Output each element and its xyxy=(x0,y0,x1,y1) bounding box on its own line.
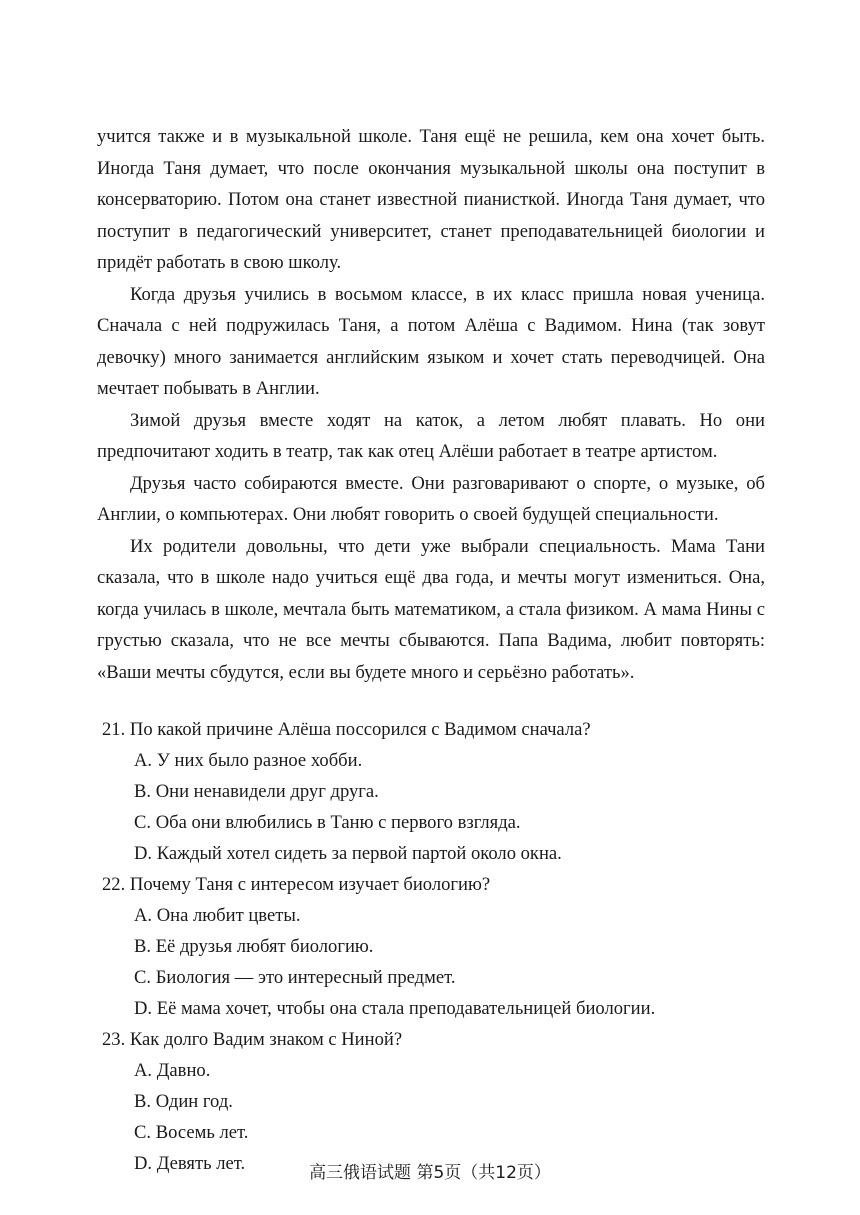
answer-option-d: D. Девять лет. xyxy=(134,1153,246,1174)
answer-option-d: D. Каждый хотел сидеть за первой партой около окна. xyxy=(134,843,562,864)
question-stem: 23. Как долго Вадим знаком с Ниной? xyxy=(102,1029,403,1050)
answer-option-c: C. Восемь лет. xyxy=(134,1122,249,1143)
question-stem: 21. По какой причине Алёша поссорился с Вадимом сначала? xyxy=(102,719,591,740)
answer-option-a: A. Она любит цветы. xyxy=(134,905,301,926)
question-list xyxy=(102,714,742,1179)
answer-option-b: B. Её друзья любят биологию. xyxy=(134,936,374,957)
answer-option-c: C. Биология — это интересный предмет. xyxy=(134,967,456,988)
page-footer: 高三俄语试题 第5页（共12页） xyxy=(309,1163,551,1183)
passage-paragraph-3: Зимой друзья вместе ходят на каток, а летом любят плавать. Но они предпочитают ходить в театр, так как отец Алёши работает в театре артистом. xyxy=(97,409,765,462)
answer-option-b: B. Один год. xyxy=(134,1091,233,1112)
question-22 xyxy=(102,869,742,1024)
answer-option-d: D. Её мама хочет, чтобы она стала преподавательницей биологии. xyxy=(134,998,656,1019)
passage-paragraph-5: Их родители довольны, что дети уже выбрали специальность. Мама Тани сказала, что в школе надо учиться ещё два года, и мечты могут измениться. Она, когда училась в школе, мечтала быть математиком, а стала физиком. А мама Нины с грустью сказала, что не все мечты сбываются. Папа Вадима, любит повторять: «Ваши мечты сбудутся, если вы будете много и серьёзно работать». xyxy=(97,535,765,683)
question-stem: 22. Почему Таня с интересом изучает биологию? xyxy=(102,874,491,895)
answer-option-a: A. У них было разное хобби. xyxy=(134,750,363,771)
reading-passage xyxy=(97,121,765,688)
question-23 xyxy=(102,1024,742,1179)
passage-paragraph-2: Когда друзья учились в восьмом классе, в их класс пришла новая ученица. Сначала с ней подружилась Таня, а потом Алёша с Вадимом. Нина (так зовут девочку) много занимается английским языком и хочет стать переводчицей. Она мечтает побывать в Англии. xyxy=(97,283,765,399)
passage-paragraph-4: Друзья часто собираются вместе. Они разговаривают о спорте, о музыке, об Англии, о компьютерах. Они любят говорить о своей будущей специальности. xyxy=(97,472,765,525)
question-21 xyxy=(102,714,742,869)
answer-option-a: A. Давно. xyxy=(134,1060,211,1081)
passage-paragraph-1: учится также и в музыкальной школе. Таня ещё не решила, кем она хочет быть. Иногда Таня думает, что после окончания музыкальной школы она поступит в консерваторию. Потом она станет известной пианисткой. Иногда Таня думает, что поступит в педагогический университет, станет преподавательницей биологии и придёт работать в свою школу. xyxy=(97,126,765,273)
answer-option-c: C. Оба они влюбились в Таню с первого взгляда. xyxy=(134,812,521,833)
answer-option-b: B. Они ненавидели друг друга. xyxy=(134,781,379,802)
